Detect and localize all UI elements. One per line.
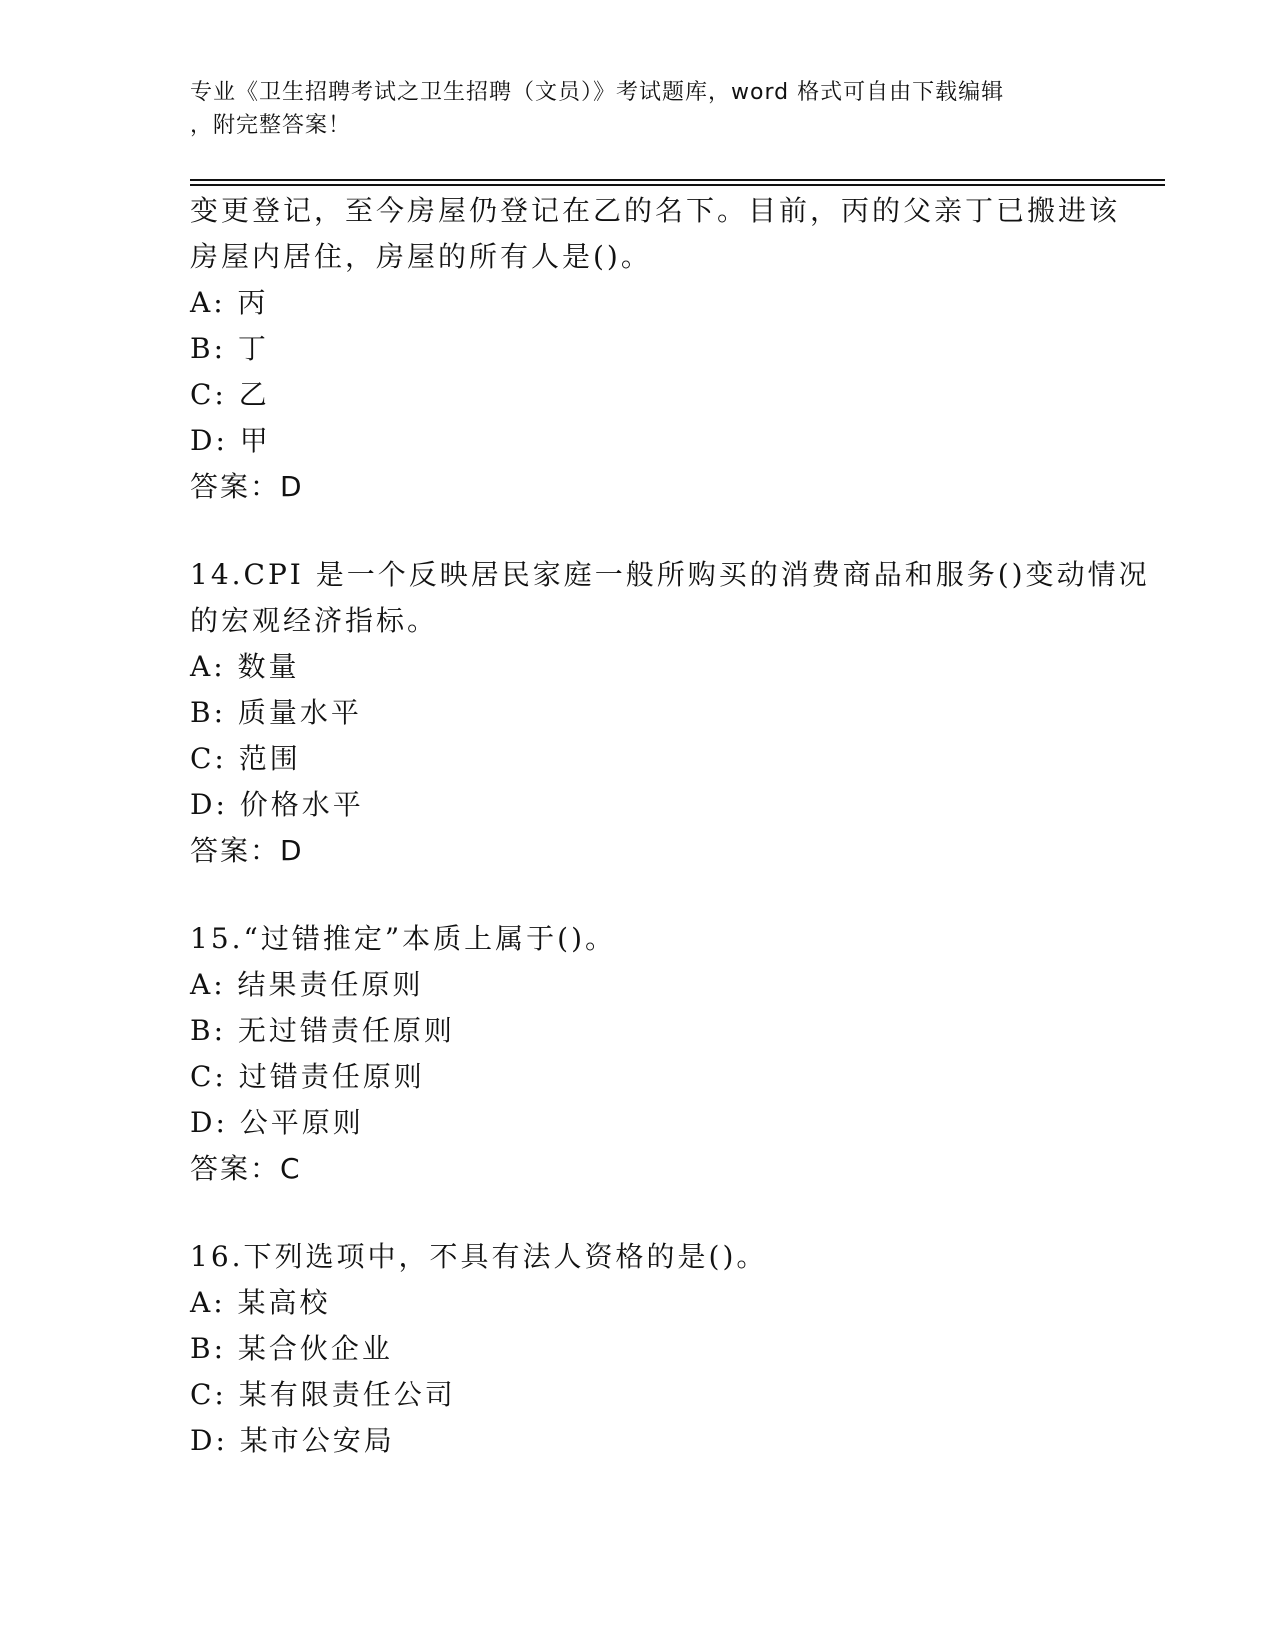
answer-line: 答案：D bbox=[190, 470, 304, 503]
option-c: C: 范围 bbox=[190, 742, 301, 775]
option-a: A: 结果责任原则 bbox=[190, 968, 424, 1001]
question-stem-line: 15.“过错推定”本质上属于()。 bbox=[190, 922, 617, 955]
question-list bbox=[190, 188, 1150, 1464]
option-c: C: 某有限责任公司 bbox=[190, 1378, 456, 1411]
option-c: C: 过错责任原则 bbox=[190, 1060, 425, 1093]
option-d: D: 甲 bbox=[190, 424, 271, 457]
question-16 bbox=[190, 1234, 1090, 1464]
option-b: B: 无过错责任原则 bbox=[190, 1014, 455, 1047]
header-rule-top bbox=[190, 179, 1165, 181]
question-15 bbox=[190, 916, 1090, 1192]
header-line-1: 专业《卫生招聘考试之卫生招聘（文员）》考试题库，word 格式可自由下载编辑 bbox=[190, 80, 1005, 105]
option-a: A: 某高校 bbox=[190, 1286, 331, 1319]
option-d: D: 价格水平 bbox=[190, 788, 364, 821]
question-stem-line: 14.CPI 是一个反映居民家庭一般所购买的消费商品和服务()变动情况 bbox=[190, 558, 1150, 591]
option-c: C: 乙 bbox=[190, 378, 270, 411]
page-header bbox=[190, 76, 1070, 142]
option-a: A: 数量 bbox=[190, 650, 300, 683]
question-stem-line: 的宏观经济指标。 bbox=[190, 604, 439, 637]
option-a: A: 丙 bbox=[190, 286, 269, 319]
question-stem-line: 变更登记，至今房屋仍登记在乙的名下。目前，丙的父亲丁已搬进该 bbox=[190, 194, 1121, 227]
option-d: D: 某市公安局 bbox=[190, 1424, 395, 1457]
option-b: B: 丁 bbox=[190, 332, 269, 365]
answer-line: 答案：D bbox=[190, 834, 304, 867]
header-line-2: ，附完整答案！ bbox=[190, 113, 352, 138]
question-13 bbox=[190, 188, 1121, 510]
answer-line: 答案：C bbox=[190, 1152, 302, 1185]
question-stem-line: 房屋内居住，房屋的所有人是()。 bbox=[190, 240, 652, 273]
option-b: B: 某合伙企业 bbox=[190, 1332, 393, 1365]
option-d: D: 公平原则 bbox=[190, 1106, 364, 1139]
question-14 bbox=[190, 552, 1150, 874]
option-b: B: 质量水平 bbox=[190, 696, 362, 729]
question-stem-line: 16.下列选项中，不具有法人资格的是()。 bbox=[190, 1240, 768, 1273]
header-rule-bottom bbox=[190, 184, 1165, 186]
